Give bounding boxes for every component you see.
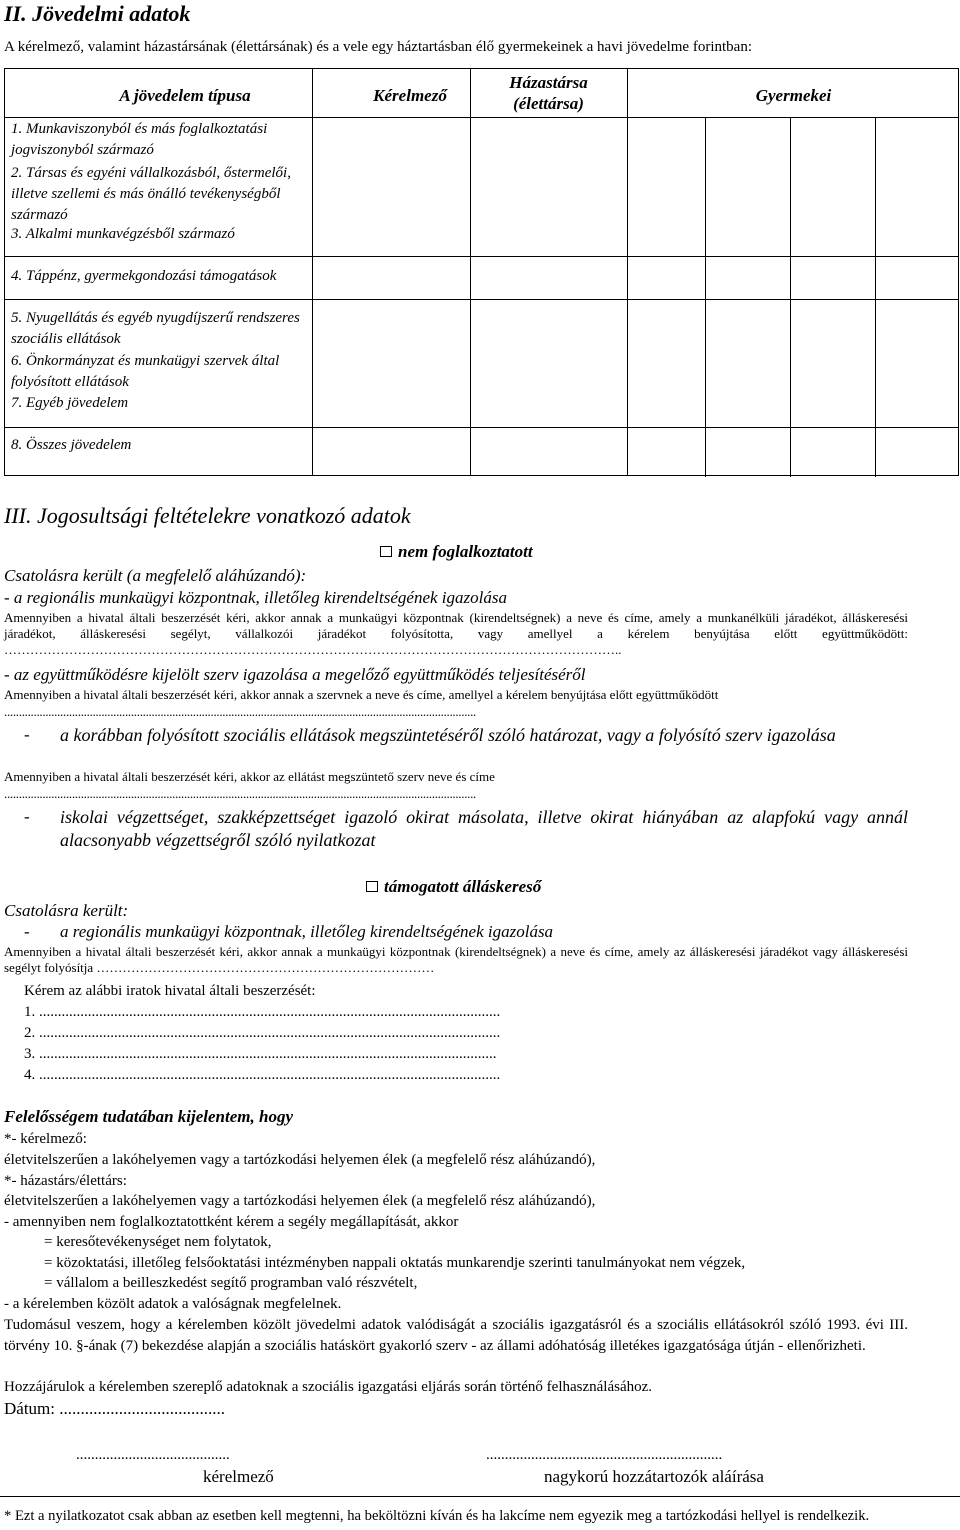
signature-label-applicant: kérelmező (203, 1467, 274, 1486)
doc-item-3-dash: - (24, 725, 30, 744)
option-supported-jobseeker[interactable] (366, 876, 541, 897)
doc-item-2-dots: ................................................................................................................................................................ (4, 704, 477, 719)
income-row-6: 6. Önkormányzat és munkaügyi szervek által folyósított ellátások (11, 353, 280, 390)
doc-item-2: - az együttműködésre kijelölt szerv igazolása a megelőző együttműködés teljesítéséről (4, 665, 586, 684)
declaration-spouse-label: *- házastárs/élettárs: (4, 1173, 127, 1189)
signature-line-applicant[interactable]: ......................................... (76, 1447, 230, 1463)
doc-item-4: iskolai végzettséget, szakképzettséget igazoló okirat másolata, illetve okirat hiányában az alapfokú vagy annál alacsonyabb végzettségről szóló nyilatkozat (60, 807, 908, 850)
declaration-eq-1: = keresőtevékenységet nem folytatok, (44, 1234, 272, 1250)
doc-item-1-note: Amennyiben a hivatal általi beszerzését kéri, akkor annak a munkaügyi központnak (kirendeltségnek) a neve és címe, amely a munkanélküli járadékot, álláskeresési járadékot, álláskeresési segélyt, vállalkozói járadékot folyósította, vagy amellyel a kérelem benyújtása előtt együttműködött: …………………………………………………………………………………………………………………………….. (4, 610, 908, 657)
checkbox-icon[interactable] (380, 546, 392, 557)
income-table (4, 68, 959, 476)
doc-item-3-note: Amennyiben a hivatal általi beszerzését kéri, akkor az ellátást megszüntető szerv neve és címe (4, 769, 495, 784)
request-label: Kérem az alábbi iratok hivatal általi beszerzését: (24, 983, 316, 999)
income-row-2: 2. Társas és egyéni vállalkozásból, őstermelői, illetve szellemi és más önálló tevékenységből származó (11, 165, 291, 223)
option-not-employed-label: nem foglalkoztatott (398, 542, 533, 561)
doc-item-5-dash: - (24, 922, 30, 941)
signature-label-relatives: nagykorú hozzátartozók aláírása (544, 1467, 764, 1486)
header-spouse-line2: (élettársa) (513, 94, 584, 113)
declaration-applicant-text: életvitelszerűen a lakóhelyemen vagy a tartózkodási helyemen élek (a megfelelő rész aláhúzandó), (4, 1152, 596, 1168)
option-supported-jobseeker-label: támogatott álláskereső (384, 877, 542, 896)
doc-item-5: a regionális munkaügyi központnak, illetőleg kirendeltségének igazolása (60, 922, 554, 941)
declaration-unemployed: - amennyiben nem foglalkoztatottként kérem a segély megállapítását, akkor (4, 1214, 459, 1230)
income-row-5: 5. Nyugellátás és egyéb nyugdíjszerű rendszeres szociális ellátások (11, 310, 300, 347)
header-income-type: A jövedelem típusa (119, 86, 251, 105)
doc-item-4-dash: - (24, 807, 30, 826)
option-not-employed[interactable] (380, 541, 533, 562)
doc-item-1: - a regionális munkaügyi központnak, illetőleg kirendeltségének igazolása (4, 588, 507, 607)
header-spouse-line1: Házastársa (509, 73, 588, 92)
income-row-3: 3. Alkalmi munkavégzésből származó (11, 226, 235, 242)
section-2-intro: A kérelmező, valamint házastársának (élettársának) és a vele egy háztartásban élő gyermekeinek a havi jövedelme forintban: (4, 39, 752, 55)
income-row-8: 8. Összes jövedelem (11, 437, 132, 453)
attached-label-1: Csatolásra került (a megfelelő aláhúzandó): (4, 566, 307, 585)
declaration-eq-2: = közoktatási, illetőleg felsőoktatási intézményben nappali oktatás munkarendje szerinti tanulmányokat nem végzek, (44, 1255, 746, 1271)
section-2-title: II. Jövedelmi adatok (4, 1, 191, 26)
section-3-title: III. Jogosultsági feltételekre vonatkozó adatok (4, 503, 411, 528)
footnote-divider (0, 1496, 960, 1497)
signature-line-relatives[interactable]: ............................................................... (486, 1447, 723, 1463)
declaration-spouse-text: életvitelszerűen a lakóhelyemen vagy a tartózkodási helyemen élek (a megfelelő rész aláhúzandó), (4, 1193, 596, 1209)
request-item-3[interactable]: 3. .......................................................................................................................... (24, 1046, 497, 1062)
header-applicant: Kérelmező (373, 86, 447, 105)
income-row-7: 7. Egyéb jövedelem (11, 395, 129, 411)
doc-item-3-dots: ................................................................................................................................................................ (4, 786, 477, 801)
income-row-4: 4. Táppénz, gyermekgondozási támogatások (11, 268, 277, 284)
attached-label-2: Csatolásra került: (4, 901, 129, 920)
request-item-2[interactable]: 2. ........................................................................................................................... (24, 1025, 501, 1041)
income-row-1: 1. Munkaviszonyból és más foglalkoztatási jogviszonyból származó (11, 121, 268, 158)
declaration-applicant-label: *- kérelmező: (4, 1131, 87, 1147)
date-field[interactable]: Dátum: ....................................... (4, 1399, 225, 1418)
declaration-eq-3: = vállalom a beilleszkedést segítő programban való részvételt, (44, 1275, 418, 1291)
header-children: Gyermekei (755, 86, 832, 105)
request-item-1[interactable]: 1. ........................................................................................................................... (24, 1004, 501, 1020)
declaration-consent: Hozzájárulok a kérelemben szereplő adatoknak a szociális igazgatási eljárás során történő felhasználásához. (4, 1379, 653, 1395)
footnote: * Ezt a nyilatkozatot csak abban az esetben kell megtenni, ha beköltözni kíván és ha lakcíme nem egyezik meg a tartózkodási hellyel is rendelkezik. (4, 1508, 870, 1524)
doc-item-5-note: Amennyiben a hivatal általi beszerzését kéri, akkor annak a munkaügyi központnak (kirendeltségnek) a neve és címe, amely az álláskeresési járadékot vagy álláskeresési segélyt folyósítja …………………………………………………………………… (4, 944, 908, 975)
request-item-4[interactable]: 4. ........................................................................................................................... (24, 1067, 501, 1083)
declaration-paragraph: Tudomásul veszem, hogy a kérelemben közölt jövedelmi adatok valódiságát a szociális igazgatásról és a szociális ellátásokról szóló 1993. évi III. törvény 10. §-ának (7) bekezdése alapján a szociális hatáskört gyakorló szerv - az állami adóhatóság illetékes igazgatósága útján - ellenőrizheti. (4, 1317, 908, 1354)
declaration-title: Felelősségem tudatában kijelentem, hogy (4, 1107, 293, 1126)
doc-item-2-note: Amennyiben a hivatal általi beszerzését kéri, akkor annak a szervnek a neve és címe, amellyel a kérelem benyújtása előtt együttműködött (4, 687, 719, 702)
doc-item-3: a korábban folyósított szociális ellátások megszüntetéséről szóló határozat, vagy a folyósító szerv igazolása (60, 725, 836, 745)
declaration-truth: - a kérelemben közölt adatok a valóságnak megfelelnek. (4, 1296, 342, 1312)
checkbox-icon[interactable] (366, 881, 378, 892)
